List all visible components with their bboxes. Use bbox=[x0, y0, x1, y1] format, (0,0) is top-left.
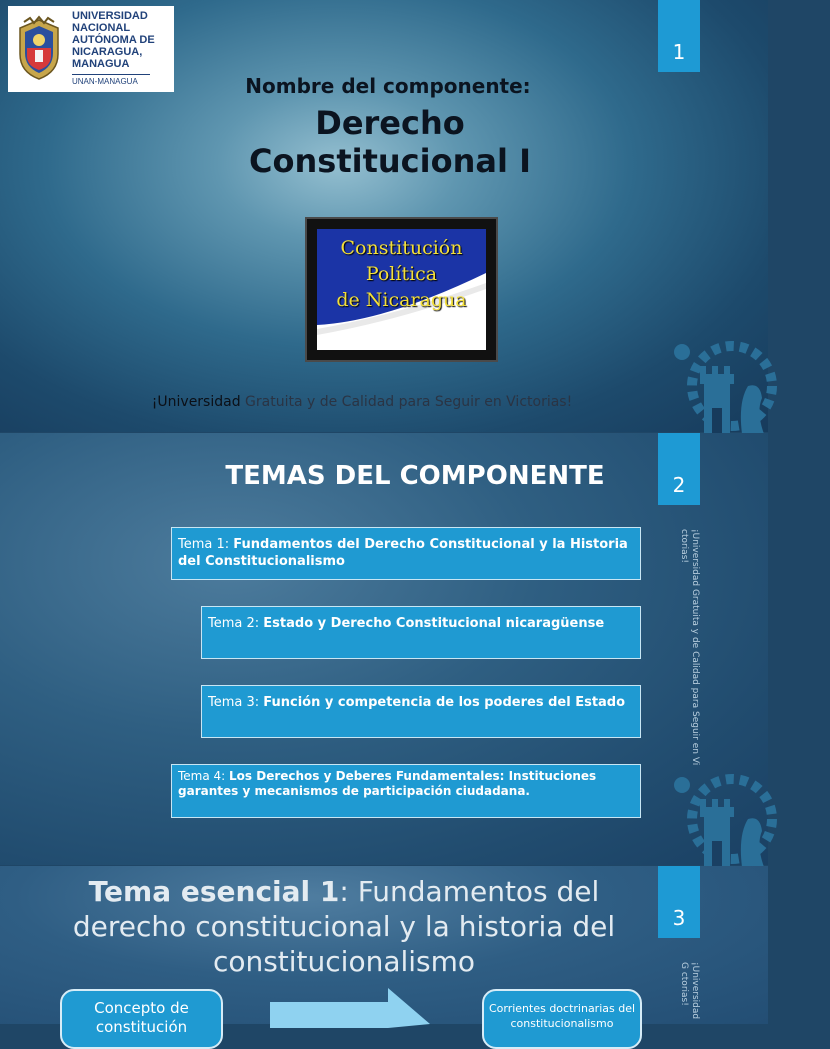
essential-topic-heading bbox=[40, 874, 648, 979]
constitution-flag bbox=[317, 229, 486, 350]
component-label: Nombre del componente: bbox=[245, 74, 531, 98]
section-title: TEMAS DEL COMPONENTE bbox=[225, 461, 605, 491]
topic-title: Función y competencia de los poderes del Estado bbox=[263, 695, 626, 710]
logo-line: NACIONAL bbox=[72, 22, 131, 34]
topic-prefix: Tema 4: bbox=[178, 769, 230, 783]
constitution-image bbox=[305, 217, 498, 362]
topic-title: Estado y Derecho Constitucional nicaragüense bbox=[263, 616, 605, 631]
slide-1[interactable] bbox=[0, 0, 768, 432]
motto bbox=[0, 394, 724, 410]
topic-box-4[interactable] bbox=[171, 764, 641, 818]
right-arrow-icon bbox=[270, 988, 440, 1028]
heading-bold: Tema esencial 1 bbox=[88, 875, 340, 908]
component-name-line: Derecho bbox=[315, 104, 465, 142]
logo-line: UNIVERSIDAD bbox=[72, 10, 148, 22]
component-name-line: Constitucional I bbox=[249, 142, 531, 180]
topic-prefix: Tema 1: bbox=[178, 537, 234, 552]
slide-number: 2 bbox=[658, 433, 700, 505]
logo-line: NICARAGUA, bbox=[72, 46, 143, 58]
topic-box-3[interactable] bbox=[201, 685, 641, 738]
constitution-text: Constitución bbox=[340, 237, 463, 259]
constitution-text: de Nicaragua bbox=[336, 289, 467, 311]
logo-subtitle: UNAN-MANAGUA bbox=[72, 74, 150, 88]
sun-tower-emblem-icon bbox=[652, 322, 768, 434]
concept-box[interactable]: Concepto de constitución bbox=[60, 989, 223, 1049]
sun-tower-emblem-icon bbox=[652, 755, 768, 867]
constitution-text: Política bbox=[365, 263, 438, 285]
motto-strong: ¡Universidad bbox=[151, 394, 241, 410]
slide-number: 3 bbox=[658, 866, 700, 938]
topic-prefix: Tema 2: bbox=[208, 616, 264, 631]
side-motto: ¡Universidad G ctorias! bbox=[679, 962, 700, 1020]
topic-title: Fundamentos del Derecho Constitucional y la Historia del Constitucionalismo bbox=[178, 537, 628, 569]
doctrine-box[interactable]: Corrientes doctrinarias del constitucionalismo bbox=[482, 989, 642, 1049]
topic-box-1[interactable] bbox=[171, 527, 641, 580]
logo-line: AUTÓNOMA DE bbox=[72, 34, 155, 46]
topic-title: Los Derechos y Deberes Fundamentales: Instituciones garantes y mecanismos de participación ciudadana. bbox=[178, 769, 597, 798]
slide-3[interactable] bbox=[0, 866, 768, 1036]
topic-prefix: Tema 3: bbox=[208, 695, 264, 710]
side-motto: ¡Universidad Gratuita y de Calidad para Seguir en Vi ctorias! bbox=[679, 529, 700, 766]
slide-2[interactable] bbox=[0, 433, 768, 865]
university-seal-icon bbox=[14, 16, 64, 82]
motto-rest: Gratuita y de Calidad para Seguir en Victorias! bbox=[240, 394, 573, 410]
logo-line: MANAGUA bbox=[72, 58, 130, 70]
component-name bbox=[0, 104, 780, 180]
slide-number: 1 bbox=[658, 0, 700, 72]
heading-rest: : Fundamentos del derecho constitucional y la historia del constitucionalismo bbox=[72, 875, 616, 978]
topic-box-2[interactable] bbox=[201, 606, 641, 659]
